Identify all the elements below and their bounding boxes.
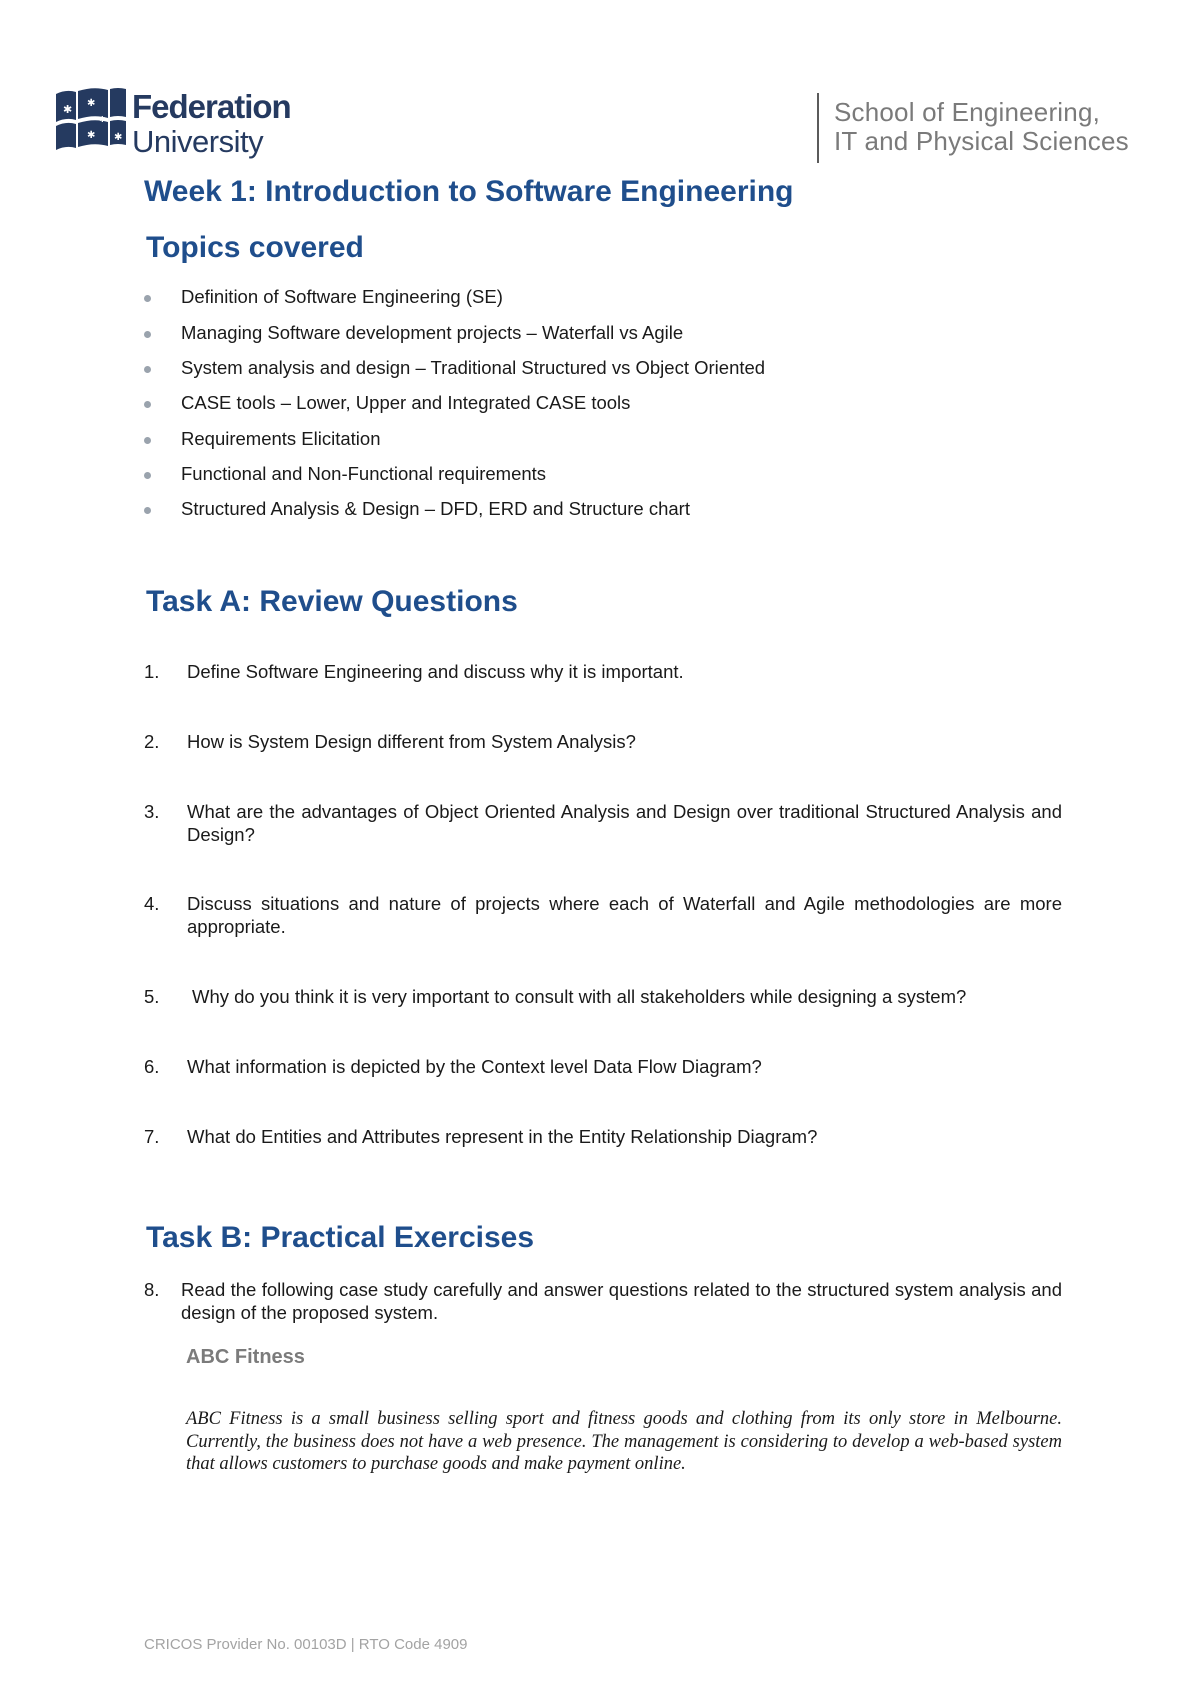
- header-divider: [817, 93, 819, 163]
- flag-emblem-icon: [56, 88, 126, 150]
- bullet-dot-icon: [144, 507, 151, 514]
- question-text: Read the following case study carefully and answer questions related to the structured system analysis and design of the proposed system.: [181, 1279, 1062, 1323]
- question-number: 2.: [144, 731, 160, 752]
- question-number: 6.: [144, 1056, 160, 1077]
- question-number: 8.: [144, 1279, 160, 1300]
- bullet-dot-icon: [144, 401, 151, 408]
- federation-university-logo: [56, 86, 331, 160]
- bullet-dot-icon: [144, 437, 151, 444]
- svg-text:✱: ✱: [114, 132, 123, 143]
- page-title: Week 1: Introduction to Software Engineering: [144, 175, 794, 208]
- bullet-dot-icon: [144, 366, 151, 373]
- svg-text:✱: ✱: [99, 115, 106, 124]
- question-number: 7.: [144, 1126, 160, 1147]
- bullet-dot-icon: [144, 472, 151, 479]
- question-text: What are the advantages of Object Oriented Analysis and Design over traditional Structured Analysis and Design?: [187, 801, 1062, 845]
- bullet-dot-icon: [144, 331, 151, 338]
- task-b-heading: Task B: Practical Exercises: [146, 1221, 535, 1254]
- bullet-dot-icon: [144, 295, 151, 302]
- logo-word-university: University: [132, 124, 264, 159]
- case-study-text: ABC Fitness is a small business selling sport and fitness goods and clothing from its only store in Melbourne. Currently, the business does not have a web presence. The management is considering to develop a web-based system that allows customers to purchase goods and make payment online.: [186, 1409, 1062, 1474]
- svg-text:✱: ✱: [87, 98, 96, 109]
- question-number: 3.: [144, 801, 160, 822]
- school-name-line2: IT and Physical Sciences: [834, 126, 1129, 156]
- question-number: 1.: [144, 661, 160, 682]
- question-text: What do Entities and Attributes represent in the Entity Relationship Diagram?: [187, 1126, 818, 1147]
- case-study-title: ABC Fitness: [186, 1346, 305, 1368]
- question-text: How is System Design different from System Analysis?: [187, 731, 636, 752]
- svg-text:✱: ✱: [87, 130, 96, 141]
- svg-text:✱: ✱: [63, 104, 73, 116]
- question-text: Discuss situations and nature of projects where each of Waterfall and Agile methodologies are more appropriate.: [187, 893, 1062, 937]
- question-number: 5.: [144, 986, 160, 1007]
- question-text: Why do you think it is very important to consult with all stakeholders while designing a system?: [192, 986, 967, 1007]
- topics-heading: Topics covered: [146, 231, 364, 264]
- question-text: What information is depicted by the Context level Data Flow Diagram?: [187, 1056, 762, 1077]
- footer-cricos: CRICOS Provider No. 00103D | RTO Code 4909: [144, 1636, 468, 1653]
- school-name-line1: School of Engineering,: [834, 97, 1101, 127]
- question-number: 4.: [144, 893, 160, 914]
- question-text: Define Software Engineering and discuss why it is important.: [187, 661, 684, 682]
- logo-word-federation: Federation: [132, 88, 291, 125]
- task-a-heading: Task A: Review Questions: [146, 585, 518, 618]
